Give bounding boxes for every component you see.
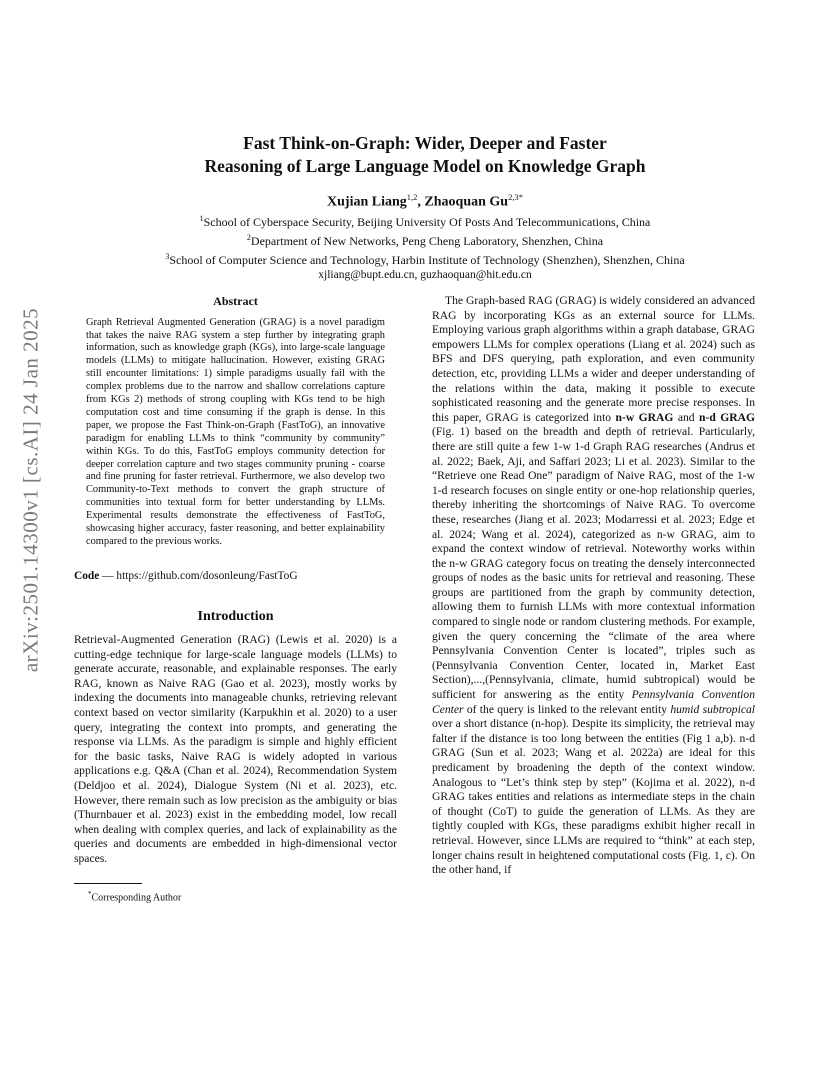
- term-n-d-grag: n-d GRAG: [699, 410, 755, 424]
- affiliation: [60, 249, 790, 268]
- affiliation-text: School of Cyberspace Security, Beijing University Of Posts And Telecommunications, China: [203, 214, 651, 229]
- term-n-w-grag: n-w GRAG: [615, 410, 674, 424]
- arxiv-stamp: [18, 300, 44, 680]
- author-list: [60, 192, 790, 211]
- body-text: over a short distance (n-hop). Despite its simplicity, the retrieval may falter if the distance is too long between the entities (Fig 1 a,b). n-d GRAG (Sun et al. 2023; Wang et al. 2022a) are ideal for this predicament by broadening the depth of the context window. Analogous to “Let’s think step by step” (Kojima et al. 2022), n-d GRAG takes entities and relations as intermediate steps in the chain of thought (CoT) to guide the generation of LLMs. As they are tightly coupled with KGs, these paradigms exhibit higher recall in retrieval. However, since LLMs are required to “think” at each step, longer chains result in heightened computational costs (Fig. 1, c). On the other hand, if: [432, 717, 755, 877]
- author-emails: xjliang@bupt.edu.cn, guzhaoquan@hit.edu.cn: [318, 268, 532, 281]
- footnote-text: Corresponding Author: [91, 891, 182, 903]
- entity-name: humid subtropical: [670, 702, 755, 716]
- author-affil-marker: 1,2: [406, 192, 418, 202]
- affiliation-marker: 1: [199, 213, 204, 223]
- code-separator: —: [99, 569, 117, 582]
- author-separator: ,: [417, 194, 425, 210]
- affiliation-text: Department of New Networks, Peng Cheng Laboratory, Shenzhen, China: [250, 233, 604, 248]
- introduction-paragraph: Retrieval-Augmented Generation (RAG) (Lewis et al. 2020) is a cutting-edge technique for large-scale language models (LLMs) to generate accurate, reasonable, and explainable responses. The early RAG, known as Naive RAG (Gao et al. 2023), mostly works by indexing the documents into manageable chunks, retrieving relevant context based on vector similarity (Karpukhin et al. 2020) to a user query, integrating the context into prompts, and generating the response via LLMs. As the paradigm is simple and highly efficient for the basic tasks, Naive RAG is widely adopted in various applications e.g. Q&A (Chan et al. 2024), Recommendation System (Deldjoo et al. 2024), Dialogue System (Ni et al. 2023), etc. However, there remain such as low precision as the ambiguity or bias (Thurnbauer et al. 2023) exist in the embedding model, low recall when dealing with complex queries, and lack of explainability as the queries and documents are embedded in high-dimensional vector spaces.: [74, 633, 397, 865]
- footnote-marker: *: [88, 889, 92, 898]
- entity-name: Pennsylvania Convention Center: [432, 688, 755, 716]
- affiliation-marker: 2: [246, 232, 251, 242]
- title-line-1: Fast Think-on-Graph: Wider, Deeper and Faster: [243, 133, 607, 153]
- affiliation-marker: 3: [165, 251, 170, 261]
- left-column: [74, 294, 397, 906]
- arxiv-id: arXiv:2501.14300v1 [cs.AI] 24 Jan 2025: [18, 307, 43, 673]
- paper-header: [60, 132, 790, 283]
- author-name: Xujian Liang: [327, 194, 407, 210]
- affiliation: [60, 211, 790, 230]
- body-text: of the query is linked to the relevant entity: [463, 702, 671, 716]
- code-line: [74, 569, 397, 584]
- affiliation: [60, 230, 790, 249]
- affiliation-text: School of Computer Science and Technology, Harbin Institute of Technology (Shenzhen), Shenzhen, China: [169, 252, 685, 267]
- body-text: The Graph-based RAG (GRAG) is widely considered an advanced RAG by incorporating KGs as an external source for LLMs. Employing various graph algorithms within a graph database, GRAG empowers LLMs for complex operations (Liang et al. 2024) such as BFS and DFS querying, path exploration, and even community detection, etc, providing LLMs a wider and deeper understanding of the relations within the data, making it possible to execute sophisticated reasoning and the generate more precise responses. In this paper, GRAG is categorized into: [432, 294, 755, 424]
- body-text: and: [673, 410, 700, 424]
- right-column: [432, 294, 755, 878]
- footnote: [88, 887, 397, 906]
- body-text: (Fig. 1) based on the breadth and depth of retrieval. Particularly, there are still quite a few 1-w 1-d Graph RAG researches (Andrus et al. 2022; Baek, Aji, and Saffari 2023; Li et al. 2023). Similar to the “Retrieve one Read One” paradigm of Naive RAG, most of the 1-w 1-d research focuses on single entity or one-hop relationship queries, thereby inheriting the shortcomings of Naive RAG. To overcome these, researches (Jiang et al. 2023; Modarressi et al. 2023; Edge et al. 2024; Wang et al. 2024), categorized as n-w GRAG, aim to expand the context window of retrieval. Noteworthy works within the n-w GRAG category focus on treating the densely interconnected groups of nodes as the basic units for retrieval and reasoning. These groups are partitioned from the graph by community detection, allowing them to furnish LLMs with more contextual information compared to single node or random clustering methods. For example, given the query concerning the “climate of the area where Pennsylvania Convention Center is located”, triples such as (Pennsylvania Convention Center, located in, Market East Section),...,(Pennsylvania, climate, humid subtropical) would be sufficient for answering as the entity: [432, 425, 755, 702]
- author-affil-marker: 2,3*: [508, 192, 523, 202]
- code-link[interactable]: https://github.com/dosonleung/FastToG: [116, 569, 298, 582]
- abstract-text: Graph Retrieval Augmented Generation (GRAG) is a novel paradigm that takes the naive RAG system a step further by integrating graph information, such as knowledge graph (KGs), into large-scale language models (LLMs) to mitigate hallucination. However, existing GRAG still encounter limitations: 1) simple paradigms usually fail with the complex problems due to the narrow and shallow correlations capture from KGs 2) methods of strong coupling with KGs tend to be high computation cost and time consuming if the graph is dense. In this paper, we propose the Fast Think-on-Graph (FastToG), an innovative paradigm for enabling LLMs to think “community by community” within KGs. To do this, FastToG employs community detection for deeper correlation capture and two stages community pruning - coarse and fine pruning for faster retrieval. Furthermore, we also develop two Community-to-Text methods to convert the graph structure of communities into textual form for better understanding by LLMs. Experimental results demonstrate the effectiveness of FastToG, showcasing higher accuracy, faster reasoning, and better explainability compared to the previous works.: [86, 316, 385, 547]
- abstract-heading: Abstract: [213, 294, 258, 308]
- title-line-2: Reasoning of Large Language Model on Knowledge Graph: [204, 156, 646, 176]
- paper-title: [60, 132, 790, 178]
- code-label: Code: [74, 569, 100, 582]
- introduction-heading: Introduction: [197, 608, 274, 624]
- footnote-rule: [74, 883, 142, 884]
- body-paragraph: [432, 294, 755, 878]
- author-name: Zhaoquan Gu: [424, 194, 509, 210]
